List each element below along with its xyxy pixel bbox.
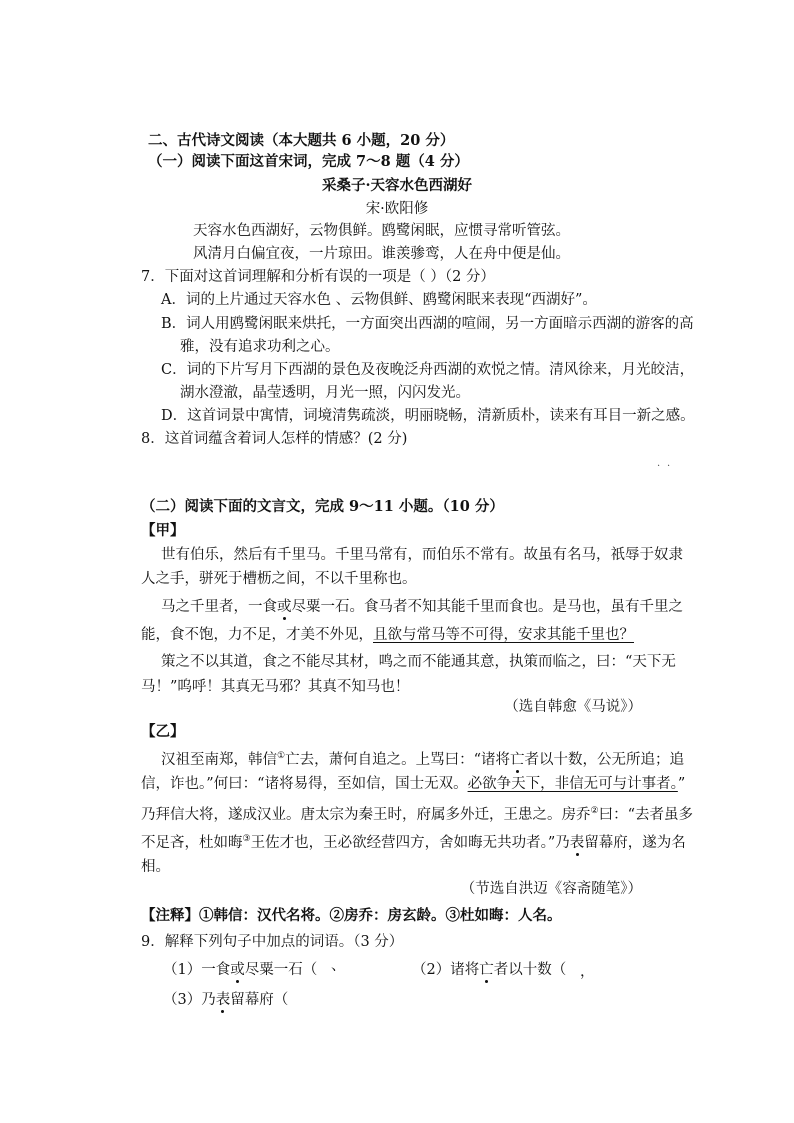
q7-option-a: A．词的上片通过天容水色 、云物俱鲜、鸥鹭闲眠来表现“西湖好”。 [161, 292, 597, 308]
part2-heading: （二）阅读下面的文言文，完成 9～11 小题。（10 分） [141, 498, 504, 515]
dotted-word: 表 [215, 992, 231, 1008]
underlined-sentence: 且欲与常马等不可得，安求其能千里也？ [373, 627, 634, 643]
poem-line-1: 天容水色西湖好，云物俱鲜。鸥鹭闲眠，应惯寻常听管弦。 [193, 223, 570, 239]
jia-label: 【甲】 [141, 522, 185, 539]
yi-line2: 信，诈也。”何曰：“诸将易得，至如信，国士无双。必欲争天下，非信无可与计事者。” [141, 776, 686, 792]
annotation: 【注释】①韩信：汉代名将。②房乔：房玄龄。③杜如晦：人名。 [141, 907, 562, 924]
dotted-word: 亡 [510, 751, 525, 768]
yi-line1: 汉祖至南郑，韩信①亡去，萧何自追之。上骂曰：“诸将亡者以十数，公无所追；追 [161, 751, 684, 768]
q9-item-2: （2）诸将亡者以十数（ [412, 962, 567, 978]
q7-option-b-line2: 雅，没有追求功利之心。 [180, 339, 340, 355]
yi-line5: 相。 [141, 859, 170, 875]
dotted-word: 亡 [479, 962, 494, 978]
jia-para3-line2: 马！”呜呼！其真无马邪？其真不知马也！ [141, 679, 410, 695]
yi-line3: 乃拜信大将，遂成汉业。唐太宗为秦王时，府属多外迁，王患之。房乔②曰：“去者虽多 [141, 806, 693, 823]
q7-stem: 7．下面对这首词理解和分析有误的一项是（ ）（2 分） [141, 269, 495, 285]
q9-stem: 9．解释下列句子中加点的词语。（3 分） [141, 934, 404, 950]
jia-para3-line1: 策之不以其道，食之不能尽其材，鸣之而不能通其意，执策而临之，曰：“天下无 [161, 654, 676, 670]
scan-speck: · [657, 461, 661, 472]
q7-option-c-line2: 湖水澄澈，晶莹透明，月光一照，闪闪发光。 [180, 385, 470, 401]
section-heading: 二、古代诗文阅读（本大题共 6 小题，20 分） [148, 132, 455, 149]
yi-source: （节选自洪迈《容斋随笔》） [460, 881, 642, 897]
footnote-marker: ① [277, 751, 286, 761]
jia-para2-line2: 能，食不饱，力不足，才美不外见，且欲与常马等不可得，安求其能千里也？ [141, 627, 634, 643]
poem-title: 采桑子·天容水色西湖好 [321, 177, 473, 194]
jia-source: （选自韩愈《马说》） [504, 699, 642, 715]
q9-item-1-close: 、 [331, 958, 346, 974]
q7-option-d: D．这首词景中寓情，词境清隽疏淡，明丽晓畅，清新质朴，读来有耳目一新之感。 [161, 408, 695, 424]
q9-item-3: （3）乃表留幕府（ [163, 992, 289, 1008]
yi-line4: 不足吝，杜如晦③王佐才也，王必欲经营四方，舍如晦无共功者。”乃表留幕府，遂为名 [141, 834, 686, 851]
jia-para2-line1: 马之千里者，一食或尽粟一石。食马者不知其能千里而食也。是马也，虽有千里之 [161, 599, 683, 615]
poem-author: 宋·欧阳修 [365, 201, 429, 217]
q8-stem: 8．这首词蕴含着词人怎样的情感？(2 分) [141, 431, 408, 447]
jia-para1-line2: 人之手，骈死于槽枥之间，不以千里称也。 [141, 571, 417, 587]
q7-option-c-line1: C．词的下片写月下西湖的景色及夜晚泛舟西湖的欢悦之情。清风徐来，月光皎洁， [161, 362, 695, 378]
dotted-word: 表 [569, 834, 585, 851]
footnote-marker: ② [590, 806, 599, 816]
underlined-sentence: 必欲争天下，非信无可与计事者。 [467, 776, 678, 792]
scan-speck: · [667, 461, 671, 472]
q9-item-1: （1）一食或尽粟一石（ [163, 962, 318, 978]
poem-line-2: 风清月白偏宜夜，一片琼田。谁羡骖鸾，人在舟中便是仙。 [193, 246, 570, 262]
footnote-marker: ③ [242, 834, 251, 844]
yi-label: 【乙】 [141, 723, 185, 740]
q9-item-2-close: ， [580, 964, 595, 980]
dotted-word: 或 [277, 599, 292, 615]
q7-option-b-line1: B．词人用鸥鹭闲眠来烘托，一方面突出西湖的喧闹，另一方面暗示西湖的游客的高 [161, 316, 694, 332]
part1-heading: （一）阅读下面这首宋词，完成 7～8 题（4 分） [148, 153, 469, 170]
dotted-word: 或 [230, 962, 245, 978]
jia-para1-line1: 世有伯乐，然后有千里马。千里马常有，而伯乐不常有。故虽有名马，祇辱于奴隶 [161, 547, 683, 563]
